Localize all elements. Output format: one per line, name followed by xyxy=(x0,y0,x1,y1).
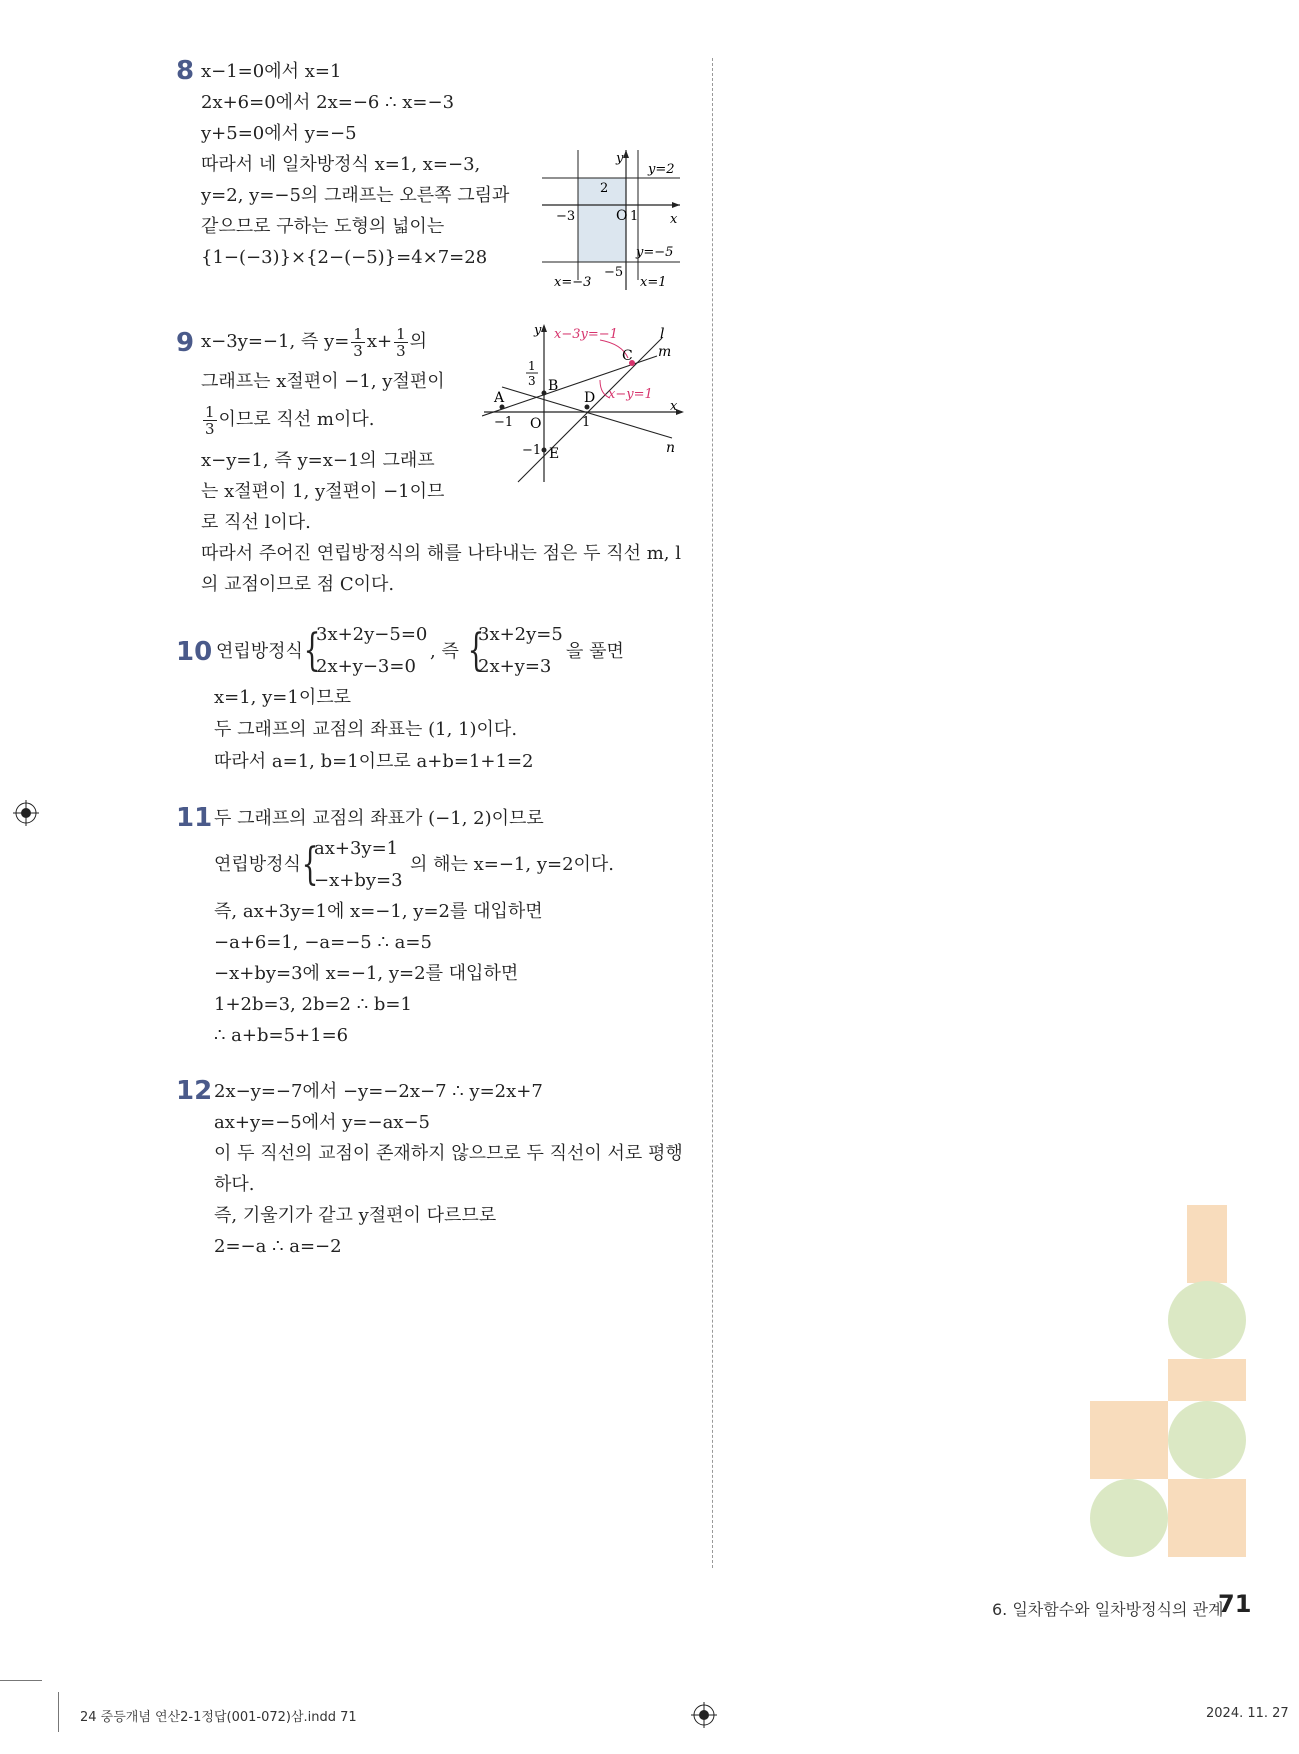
line-ym5-label: y=−5 xyxy=(636,245,674,260)
slug-rule xyxy=(0,1680,42,1681)
line-l-label: l xyxy=(660,326,665,342)
problem-11-tail: 의 해는 x=−1, y=2이다. xyxy=(410,854,615,875)
system-1-eq-b: 2x+y−3=0 xyxy=(316,656,416,677)
line-m-label: m xyxy=(658,344,672,360)
system-2-eq-b: 2x+y=3 xyxy=(478,656,552,677)
point-b xyxy=(542,391,547,396)
problem-12-line: 2x−y=−7에서 −y=−2x−7 ∴ y=2x+7 xyxy=(214,1081,543,1102)
point-c-label: C xyxy=(622,348,633,364)
problem-12-number: 12 xyxy=(176,1076,213,1106)
problem-10-line: 두 그래프의 교점의 좌표는 (1, 1)이다. xyxy=(214,719,518,740)
problem-9-line-3 xyxy=(201,402,375,438)
problem-12-line: 이 두 직선의 교점이 존재하지 않으므로 두 직선이 서로 평행 xyxy=(214,1143,683,1164)
problem-12-line: 2=−a ∴ a=−2 xyxy=(214,1236,342,1257)
problem-9-line-3-post: 이므로 직선 m이다. xyxy=(218,409,375,430)
problem-8-line: y=2, y=−5의 그래프는 오른쪽 그림과 xyxy=(201,185,510,206)
left-brace: { xyxy=(301,839,319,890)
problem-10-line: 따라서 a=1, b=1이므로 a+b=1+1=2 xyxy=(214,751,534,772)
problem-12-line: 즉, 기울기가 같고 y절편이 다르므로 xyxy=(214,1205,497,1226)
problem-8-number: 8 xyxy=(176,56,195,86)
eq1-label: x−3y=−1 xyxy=(554,327,618,342)
decorative-shapes xyxy=(1080,1205,1260,1565)
problem-9-line: 의 교점이므로 점 C이다. xyxy=(201,574,395,595)
problem-9-graph xyxy=(482,322,692,484)
y-axis-label: y xyxy=(616,151,624,166)
problem-9-line: 는 x절편이 1, y절편이 −1이므 xyxy=(201,481,445,502)
problem-11-line: −x+by=3에 x=−1, y=2를 대입하면 xyxy=(214,963,519,984)
fraction: $\frac{1}{3}$ xyxy=(396,324,406,360)
problem-8-line: y+5=0에서 y=−5 xyxy=(201,123,357,144)
problem-10-number: 10 xyxy=(176,637,213,667)
tick-1-label: 1 xyxy=(630,209,639,224)
problem-8-line: 같으므로 구하는 도형의 넓이는 xyxy=(201,216,445,237)
fraction-num: 1 xyxy=(528,359,536,373)
line-n-label: n xyxy=(666,440,676,456)
problem-11-line: 즉, ax+3y=1에 x=−1, y=2를 대입하면 xyxy=(214,901,543,922)
problem-9-line-1-post: 의 xyxy=(409,331,427,352)
origin-label: O xyxy=(616,208,628,224)
fraction-den: 3 xyxy=(528,374,536,388)
problem-8-graph xyxy=(540,150,690,295)
line-y2-label: y=2 xyxy=(648,162,675,177)
fraction: $\frac{1}{3}$ xyxy=(353,324,363,360)
tick-m1-label: −1 xyxy=(494,415,514,430)
problem-11-line: 1+2b=3, 2b=2 ∴ b=1 xyxy=(214,994,412,1015)
problem-9-number: 9 xyxy=(176,328,195,358)
left-brace: { xyxy=(303,625,321,676)
problem-11-intro: 연립방정식 xyxy=(214,854,301,875)
problem-11-line-1: 두 그래프의 교점의 좌표가 (−1, 2)이므로 xyxy=(214,808,544,829)
problem-10-mid: , 즉 xyxy=(430,641,459,662)
registration-mark-bottom xyxy=(691,1702,717,1728)
problem-9-line-2: 그래프는 x절편이 −1, y절편이 xyxy=(201,371,445,392)
tick-m1y-label: −1 xyxy=(522,443,542,458)
point-a-label: A xyxy=(494,390,505,406)
point-e xyxy=(542,448,547,453)
problem-9-line: x−y=1, 즉 y=x−1의 그래프 xyxy=(201,450,435,471)
tick-1-label: 1 xyxy=(582,415,591,430)
problem-8-line: x−1=0에서 x=1 xyxy=(201,61,342,82)
problem-8-line: {1−(−3)}×{2−(−5)}=4×7=28 xyxy=(201,247,488,268)
problem-12-line: 하다. xyxy=(214,1174,255,1195)
fraction: $\frac{1}{3}$ xyxy=(205,402,215,438)
problem-8-line: 2x+6=0에서 2x=−6 ∴ x=−3 xyxy=(201,92,455,113)
origin-label: O xyxy=(530,416,542,432)
problem-8-line: 따라서 네 일차방정식 x=1, x=−3, xyxy=(201,154,481,175)
print-date: 2024. 11. 27 xyxy=(1206,1706,1289,1721)
problem-11-line: −a+6=1, −a=−5 ∴ a=5 xyxy=(214,932,432,953)
left-brace: { xyxy=(467,625,485,676)
problem-12-line: ax+y=−5에서 y=−ax−5 xyxy=(214,1112,430,1133)
tick-m3-label: −3 xyxy=(556,209,576,224)
registration-mark-left xyxy=(13,800,39,826)
problem-9-line: 따라서 주어진 연립방정식의 해를 나타내는 점은 두 직선 m, l xyxy=(201,543,681,564)
file-name: 24 중등개념 연산2-1정답(001-072)삼.indd 71 xyxy=(80,1710,357,1725)
x-axis-label: x xyxy=(670,399,678,414)
point-e-label: E xyxy=(549,446,560,462)
system-eq-b: −x+by=3 xyxy=(314,870,403,891)
tick-m5-label: −5 xyxy=(604,265,624,280)
problem-9-line: 로 직선 l이다. xyxy=(201,512,311,533)
y-axis-label: y xyxy=(534,323,542,338)
x-axis-label: x xyxy=(670,212,678,227)
problem-11-line: ∴ a+b=5+1=6 xyxy=(214,1025,349,1046)
problem-10-intro: 연립방정식 xyxy=(216,641,303,662)
column-divider xyxy=(712,58,713,1568)
problem-9-line-1-pre: x−3y=−1, 즉 y= xyxy=(201,331,350,352)
problem-11-number: 11 xyxy=(176,803,213,833)
point-d-label: D xyxy=(584,390,596,406)
eq2-label: x−y=1 xyxy=(608,387,653,402)
slug-vertical-rule xyxy=(58,1692,59,1732)
page-number: 71 xyxy=(1218,1590,1252,1618)
system-1-eq-a: 3x+2y−5=0 xyxy=(316,624,428,645)
problem-9-line-1-mid: x+ xyxy=(366,331,393,352)
problem-10-line: x=1, y=1이므로 xyxy=(214,687,351,708)
line-xm3-label: x=−3 xyxy=(554,275,592,290)
point-b-label: B xyxy=(548,378,559,394)
line-x1-label: x=1 xyxy=(640,275,667,290)
system-eq-a: ax+3y=1 xyxy=(314,838,399,859)
problem-9-line-1 xyxy=(201,324,427,360)
problem-10-tail: 을 풀면 xyxy=(566,641,624,662)
chapter-title: 6. 일차함수와 일차방정식의 관계 xyxy=(992,1600,1224,1619)
tick-2-label: 2 xyxy=(600,181,609,196)
system-2-eq-a: 3x+2y=5 xyxy=(478,624,563,645)
